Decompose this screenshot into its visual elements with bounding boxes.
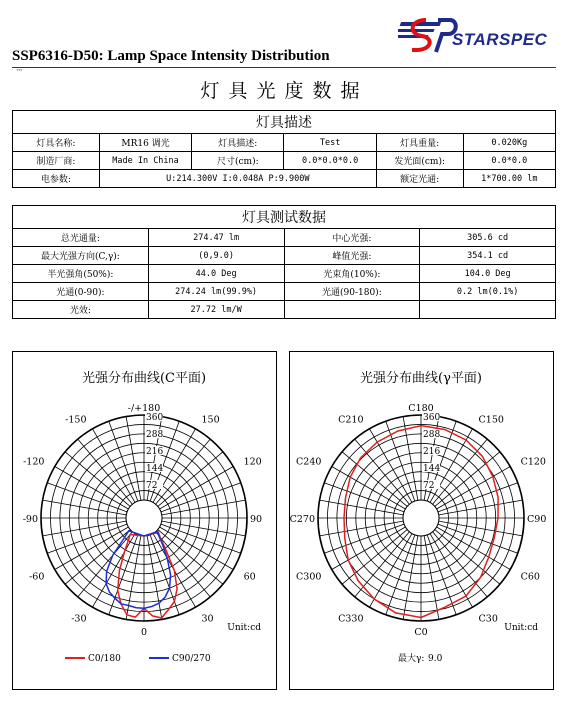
table-row — [13, 301, 556, 319]
angle-label: C210 — [338, 414, 364, 426]
value-cell: 44.0 Deg — [148, 265, 284, 283]
label-cell: 中心光强: — [284, 229, 420, 247]
radial-tick-label: 144 — [423, 464, 441, 474]
angle-label: -60 — [29, 571, 45, 583]
grid-spoke — [342, 452, 407, 507]
grid-spoke — [78, 532, 133, 597]
value-cell: 274.24 lm(99.9%) — [148, 283, 284, 301]
grid-spoke — [156, 532, 211, 597]
label-cell: 灯具描述: — [192, 134, 284, 152]
angle-label: C180 — [408, 403, 434, 414]
c-plane-polar-chart — [13, 352, 276, 689]
grid-spoke — [109, 421, 138, 501]
grid-spoke — [403, 536, 418, 620]
table-row — [13, 170, 556, 188]
angle-label: 150 — [201, 414, 220, 426]
grid-spoke — [355, 439, 410, 504]
grid-spoke — [156, 439, 211, 504]
grid-spoke — [324, 524, 404, 553]
unit-label: Unit:cd — [504, 623, 538, 633]
label-cell: 灯具重量: — [376, 134, 463, 152]
legend-label: C0/180 — [88, 654, 121, 664]
angle-label: 30 — [201, 613, 214, 625]
label-cell: 光束角(10%): — [284, 265, 420, 283]
grid-spoke — [438, 524, 518, 553]
radial-tick-label: 144 — [146, 464, 164, 474]
radial-tick-label: 72 — [146, 481, 158, 491]
grid-spoke — [162, 500, 246, 515]
table-row — [13, 247, 556, 265]
table-row — [13, 265, 556, 283]
caption-value: 9.0 — [428, 654, 443, 664]
grid-spoke — [433, 439, 488, 504]
label-cell: 灯具名称: — [13, 134, 100, 152]
grid-spoke — [439, 500, 523, 515]
grid-spoke — [109, 535, 138, 615]
table-row — [13, 134, 556, 152]
table-row — [13, 152, 556, 170]
grid-center-circle — [126, 500, 162, 536]
label-cell: 光通(90-180): — [284, 283, 420, 301]
label-cell: 峰值光强: — [284, 247, 420, 265]
angle-label: -/+180 — [127, 403, 161, 414]
grid-spoke — [320, 500, 404, 515]
angle-label: C330 — [338, 613, 364, 625]
angle-label: C30 — [478, 613, 498, 625]
value-cell: 27.72 lm/W — [148, 301, 284, 319]
angle-label: 0 — [140, 627, 148, 638]
value-cell: (0,9.0) — [148, 247, 284, 265]
grid-spoke — [161, 524, 241, 553]
value-cell — [420, 301, 556, 319]
value-cell: Made In China — [99, 152, 191, 170]
brand-name: STARSPEC — [452, 30, 548, 49]
angle-label: 90 — [250, 514, 263, 525]
grid-spoke — [439, 521, 523, 536]
gamma-plane-chart-panel — [289, 351, 554, 690]
angle-label: -90 — [22, 514, 38, 525]
radial-tick-label: 360 — [146, 413, 164, 423]
grid-spoke — [158, 452, 223, 507]
angle-label: C0 — [414, 627, 428, 638]
document-title: SSP6316-D50: Lamp Space Intensity Distribution — [12, 48, 330, 64]
value-cell: MR16 调光 — [99, 134, 191, 152]
grid-spoke — [47, 483, 127, 512]
value-cell: 0.020Kg — [463, 134, 555, 152]
grid-spoke — [161, 483, 241, 512]
radial-tick-label: 360 — [423, 413, 441, 423]
value-cell: 0.0*0.0 — [463, 152, 555, 170]
label-cell: 总光通量: — [13, 229, 149, 247]
angle-label: C270 — [290, 514, 315, 525]
grid-spoke — [43, 500, 127, 515]
fixture-description-table — [12, 110, 556, 188]
grid-spoke — [43, 521, 127, 536]
grid-spoke — [433, 532, 488, 597]
label-cell: 发光面(cm): — [376, 152, 463, 170]
label-cell: 半光强角(50%): — [13, 265, 149, 283]
value-cell: 0.0*0.0*0.0 — [284, 152, 376, 170]
section-title-test: 灯具测试数据 — [13, 206, 556, 229]
grid-spoke — [386, 421, 415, 501]
label-cell: 电参数: — [13, 170, 100, 188]
angle-label: -150 — [65, 414, 87, 426]
value-cell: 274.47 lm — [148, 229, 284, 247]
legend-label: C90/270 — [172, 654, 211, 664]
label-cell: 制造厂商: — [13, 152, 100, 170]
grid-spoke — [78, 439, 133, 504]
value-cell: 354.1 cd — [420, 247, 556, 265]
grid-spoke — [386, 535, 415, 615]
grid-spoke — [65, 530, 130, 585]
grid-spoke — [424, 536, 439, 620]
c-plane-chart-panel — [12, 351, 277, 690]
grid-spoke — [47, 524, 127, 553]
label-cell: 光效: — [13, 301, 149, 319]
main-title: 灯具光度数据 — [200, 80, 369, 102]
chart-title: 光强分布曲线(C平面) — [81, 371, 207, 386]
angle-label: C150 — [478, 414, 504, 426]
value-cell: 1*700.00 lm — [463, 170, 555, 188]
angle-label: C120 — [520, 456, 546, 468]
value-cell: 0.2 lm(0.1%) — [420, 283, 556, 301]
label-cell: 尺寸(cm): — [192, 152, 284, 170]
value-cell: U:214.300V I:0.048A P:9.900W — [99, 170, 376, 188]
angle-label: C60 — [520, 571, 540, 583]
header-small-mark: ™ — [16, 68, 23, 76]
angle-label: C90 — [527, 514, 547, 525]
value-cell: Test — [284, 134, 376, 152]
grid-spoke — [438, 483, 518, 512]
section-title-description: 灯具描述 — [13, 111, 556, 134]
label-cell — [284, 301, 420, 319]
grid-center-circle — [403, 500, 439, 536]
grid-spoke — [126, 417, 141, 501]
grid-spoke — [435, 452, 500, 507]
angle-label: -120 — [23, 456, 45, 468]
grid-spoke — [435, 530, 500, 585]
label-cell: 光通(0-90): — [13, 283, 149, 301]
grid-spoke — [324, 483, 404, 512]
angle-label: 120 — [243, 456, 262, 468]
table-row — [13, 229, 556, 247]
grid-spoke — [320, 521, 404, 536]
radial-tick-label: 216 — [146, 447, 164, 457]
radial-tick-label: 288 — [423, 430, 441, 440]
table-row — [13, 283, 556, 301]
angle-label: C240 — [296, 456, 322, 468]
angle-label: 60 — [243, 571, 256, 583]
value-cell: 305.6 cd — [420, 229, 556, 247]
grid-spoke — [65, 452, 130, 507]
unit-label: Unit:cd — [227, 623, 261, 633]
angle-label: -30 — [71, 613, 87, 625]
test-data-table — [12, 205, 556, 319]
label-cell: 额定光通: — [376, 170, 463, 188]
radial-tick-label: 216 — [423, 447, 441, 457]
angle-label: C300 — [296, 571, 322, 583]
label-cell: 最大光强方向(C,γ): — [13, 247, 149, 265]
value-cell: 104.0 Deg — [420, 265, 556, 283]
radial-tick-label: 288 — [146, 430, 164, 440]
starspec-logo — [398, 14, 558, 58]
chart-title: 光强分布曲线(γ平面) — [360, 371, 482, 386]
gamma-plane-polar-chart — [290, 352, 553, 689]
radial-tick-label: 72 — [423, 481, 435, 491]
header-divider — [12, 67, 556, 68]
grid-spoke — [162, 521, 246, 536]
grid-spoke — [342, 530, 407, 585]
caption-label: 最大γ: — [398, 654, 425, 664]
